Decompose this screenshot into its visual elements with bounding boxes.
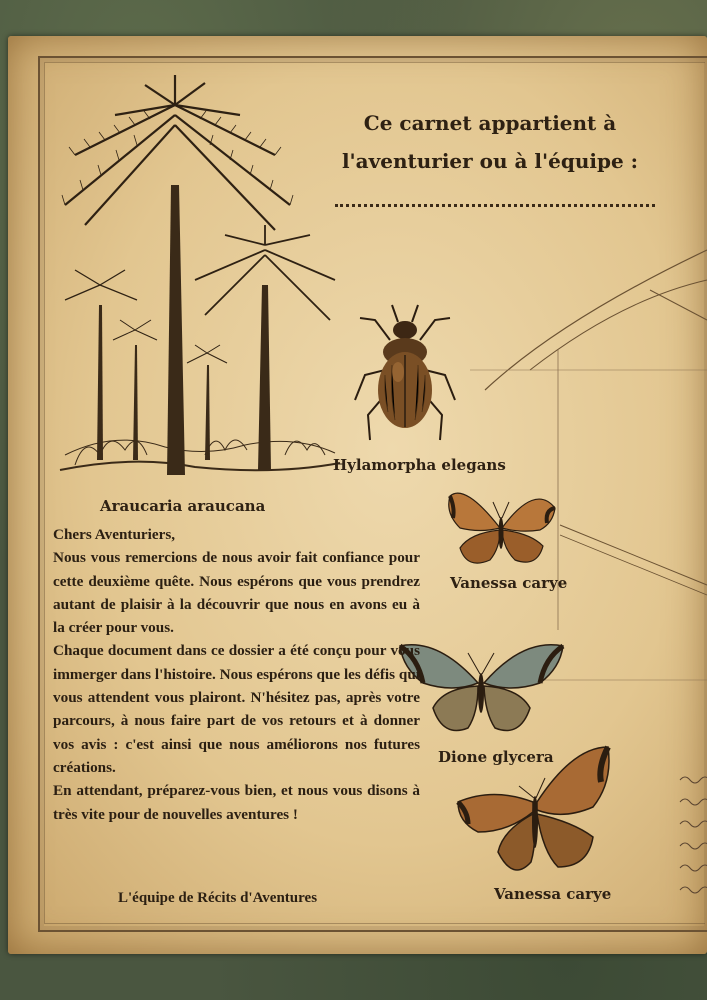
- araucaria-tree-illustration: [55, 75, 345, 495]
- handwriting-scribbles: [678, 770, 707, 900]
- letter-signature: L'équipe de Récits d'Aventures: [118, 890, 318, 906]
- beetle-caption: Hylamorpha elegans: [333, 456, 506, 474]
- beetle-illustration: [350, 300, 460, 450]
- butterfly2-caption: Dione glycera: [438, 748, 554, 766]
- welcome-letter: [53, 523, 420, 826]
- butterfly3-caption: Vanessa carye: [494, 885, 612, 903]
- owner-title-line1: Ce carnet appartient à: [363, 111, 617, 135]
- letter-greeting: Chers Aventuriers,: [53, 526, 176, 543]
- letter-paragraph-2: Chaque document dans ce dossier a été conçu pour vous immerger dans l'histoire. Nous espérons que les défis qui vous attendent vous plairont. N'hésitez pas, après votre parcours, à nous faire part de vos retours et à donner vos avis : c'est ainsi que nous améliorons nos futures créations.: [53, 642, 420, 776]
- owner-name-line: [335, 204, 655, 207]
- owner-title: [340, 104, 640, 180]
- tree-caption: Araucaria araucana: [100, 497, 266, 515]
- butterfly-vanessa-carye-2-illustration: [453, 742, 613, 882]
- letter-paragraph-1: Nous vous remercions de nous avoir fait confiance pour cette deuxième quête. Nous espérons que vous prendrez autant de plaisir à la découvrir que nous en avons eu à la créer pour vous.: [53, 549, 420, 637]
- butterfly-vanessa-carye-1-illustration: [445, 488, 560, 573]
- butterfly-dione-glycera-illustration: [398, 638, 566, 743]
- owner-title-line2: l'aventurier ou à l'équipe :: [341, 149, 639, 173]
- letter-paragraph-3: En attendant, préparez-vous bien, et nous vous disons à très vite pour de nouvelles aventures !: [53, 782, 420, 823]
- butterfly1-caption: Vanessa carye: [450, 574, 568, 592]
